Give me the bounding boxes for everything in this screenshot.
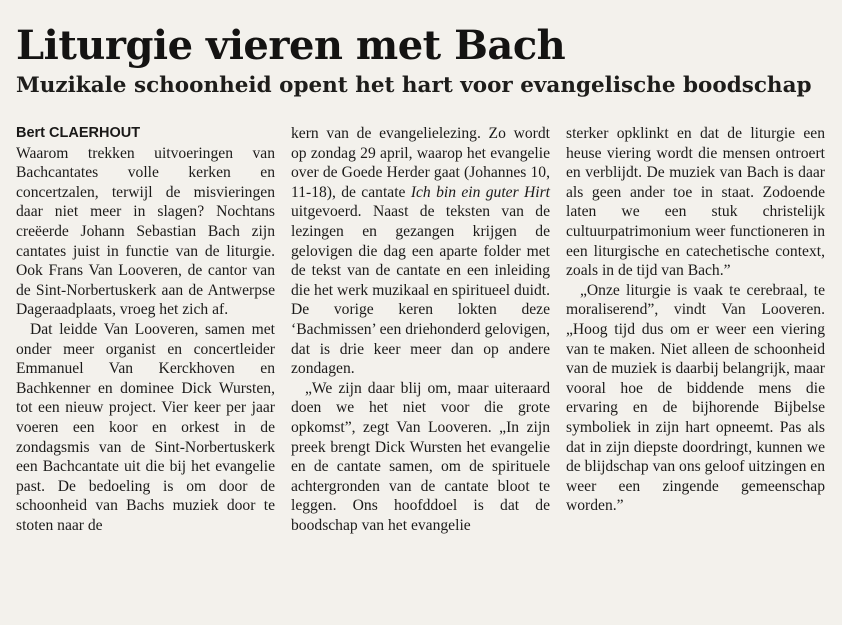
paragraph: „Onze liturgie is vaak te cerebraal, te moraliserend”, vindt Van Looveren. „Hoog tijd dus om er weer een viering van te maken. Niet alleen de schoonheid van de muziek is daarbij belangrijk, maar vooral hoe de biddende mens die ervaring en de bijhorende Bijbelse symboliek in zijn hart opneemt. Pas als dat in zijn diepste doordringt, kunnen we de blijdschap van ons geloof uitzingen en weer een zingende gemeenschap worden.” bbox=[566, 281, 825, 515]
paragraph: Waarom trekken uitvoeringen van Bachcantates volle kerken en concertzalen, terwijl de misvieringen daar niet meer in slagen? Nochtans creëerde Johann Sebastian Bach zijn cantates juist in functie van de liturgie. Ook Frans Van Looveren, de cantor van de Sint-Norbertuskerk aan de Antwerpse Dageraadplaats, vroeg het zich af. bbox=[16, 144, 275, 319]
paragraph-text: uitgevoerd. Naast de teksten van de lezingen en gezangen krijgen de gelovigen die dag een aparte folder met de tekst van de cantate en een inleiding die het werk muzikaal en spiritueel duidt. De vorige keren lokten deze ‘Bachmissen’ een driehonderd gelovigen, dat is drie keer meer dan op andere zondagen. bbox=[291, 203, 550, 378]
author-byline: Bert CLAERHOUT bbox=[16, 125, 141, 141]
article-column-3 bbox=[566, 124, 825, 516]
cantata-title: Ich bin ein guter Hirt bbox=[410, 183, 550, 201]
article-column-1 bbox=[16, 124, 275, 535]
paragraph bbox=[291, 124, 550, 379]
headline: Liturgie vieren met Bach bbox=[16, 22, 566, 69]
paragraph: „We zijn daar blij om, maar uiteraard doen we het niet voor die grote opkomst”, zegt Van Looveren. „In zijn preek brengt Dick Wursten het evangelie en de cantate samen, om de spirituele achtergronden van de cantate bloot te leggen. Ons hoofddoel is dat de boodschap van het evangelie bbox=[291, 379, 550, 534]
subheadline: Muzikale schoonheid opent het hart voor evangelische boodschap bbox=[16, 73, 812, 98]
article-column-2 bbox=[291, 124, 550, 535]
paragraph: sterker opklinkt en dat de liturgie een heuse viering wordt die mensen ontroert en verblijdt. De muziek van Bach is daar als geen ander toe in staat. Zodoende laten we een stuk christelijk cultuurpatrimonium weer functioneren in een liturgische en catechetische context, zoals in de tijd van Bach.” bbox=[566, 125, 825, 280]
paragraph: Dat leidde Van Looveren, samen met onder meer organist en concertleider Emmanuel Van Kerckhoven en Bachkenner en dominee Dick Wursten, tot een nieuw project. Vier keer per jaar voeren een koor en orkest in de zondagsmis van de Sint-Norbertuskerk een Bachcantate uit die bij het evangelie past. De bedoeling is om door de schoonheid van Bachs muziek door te stoten naar de bbox=[16, 320, 275, 534]
paragraph-text: kern van de evangelielezing. Zo wordt op zondag 29 april, waarop het evangelie over de Goede Herder gaat (Johannes 10, 11-18), de cantate bbox=[291, 125, 550, 201]
